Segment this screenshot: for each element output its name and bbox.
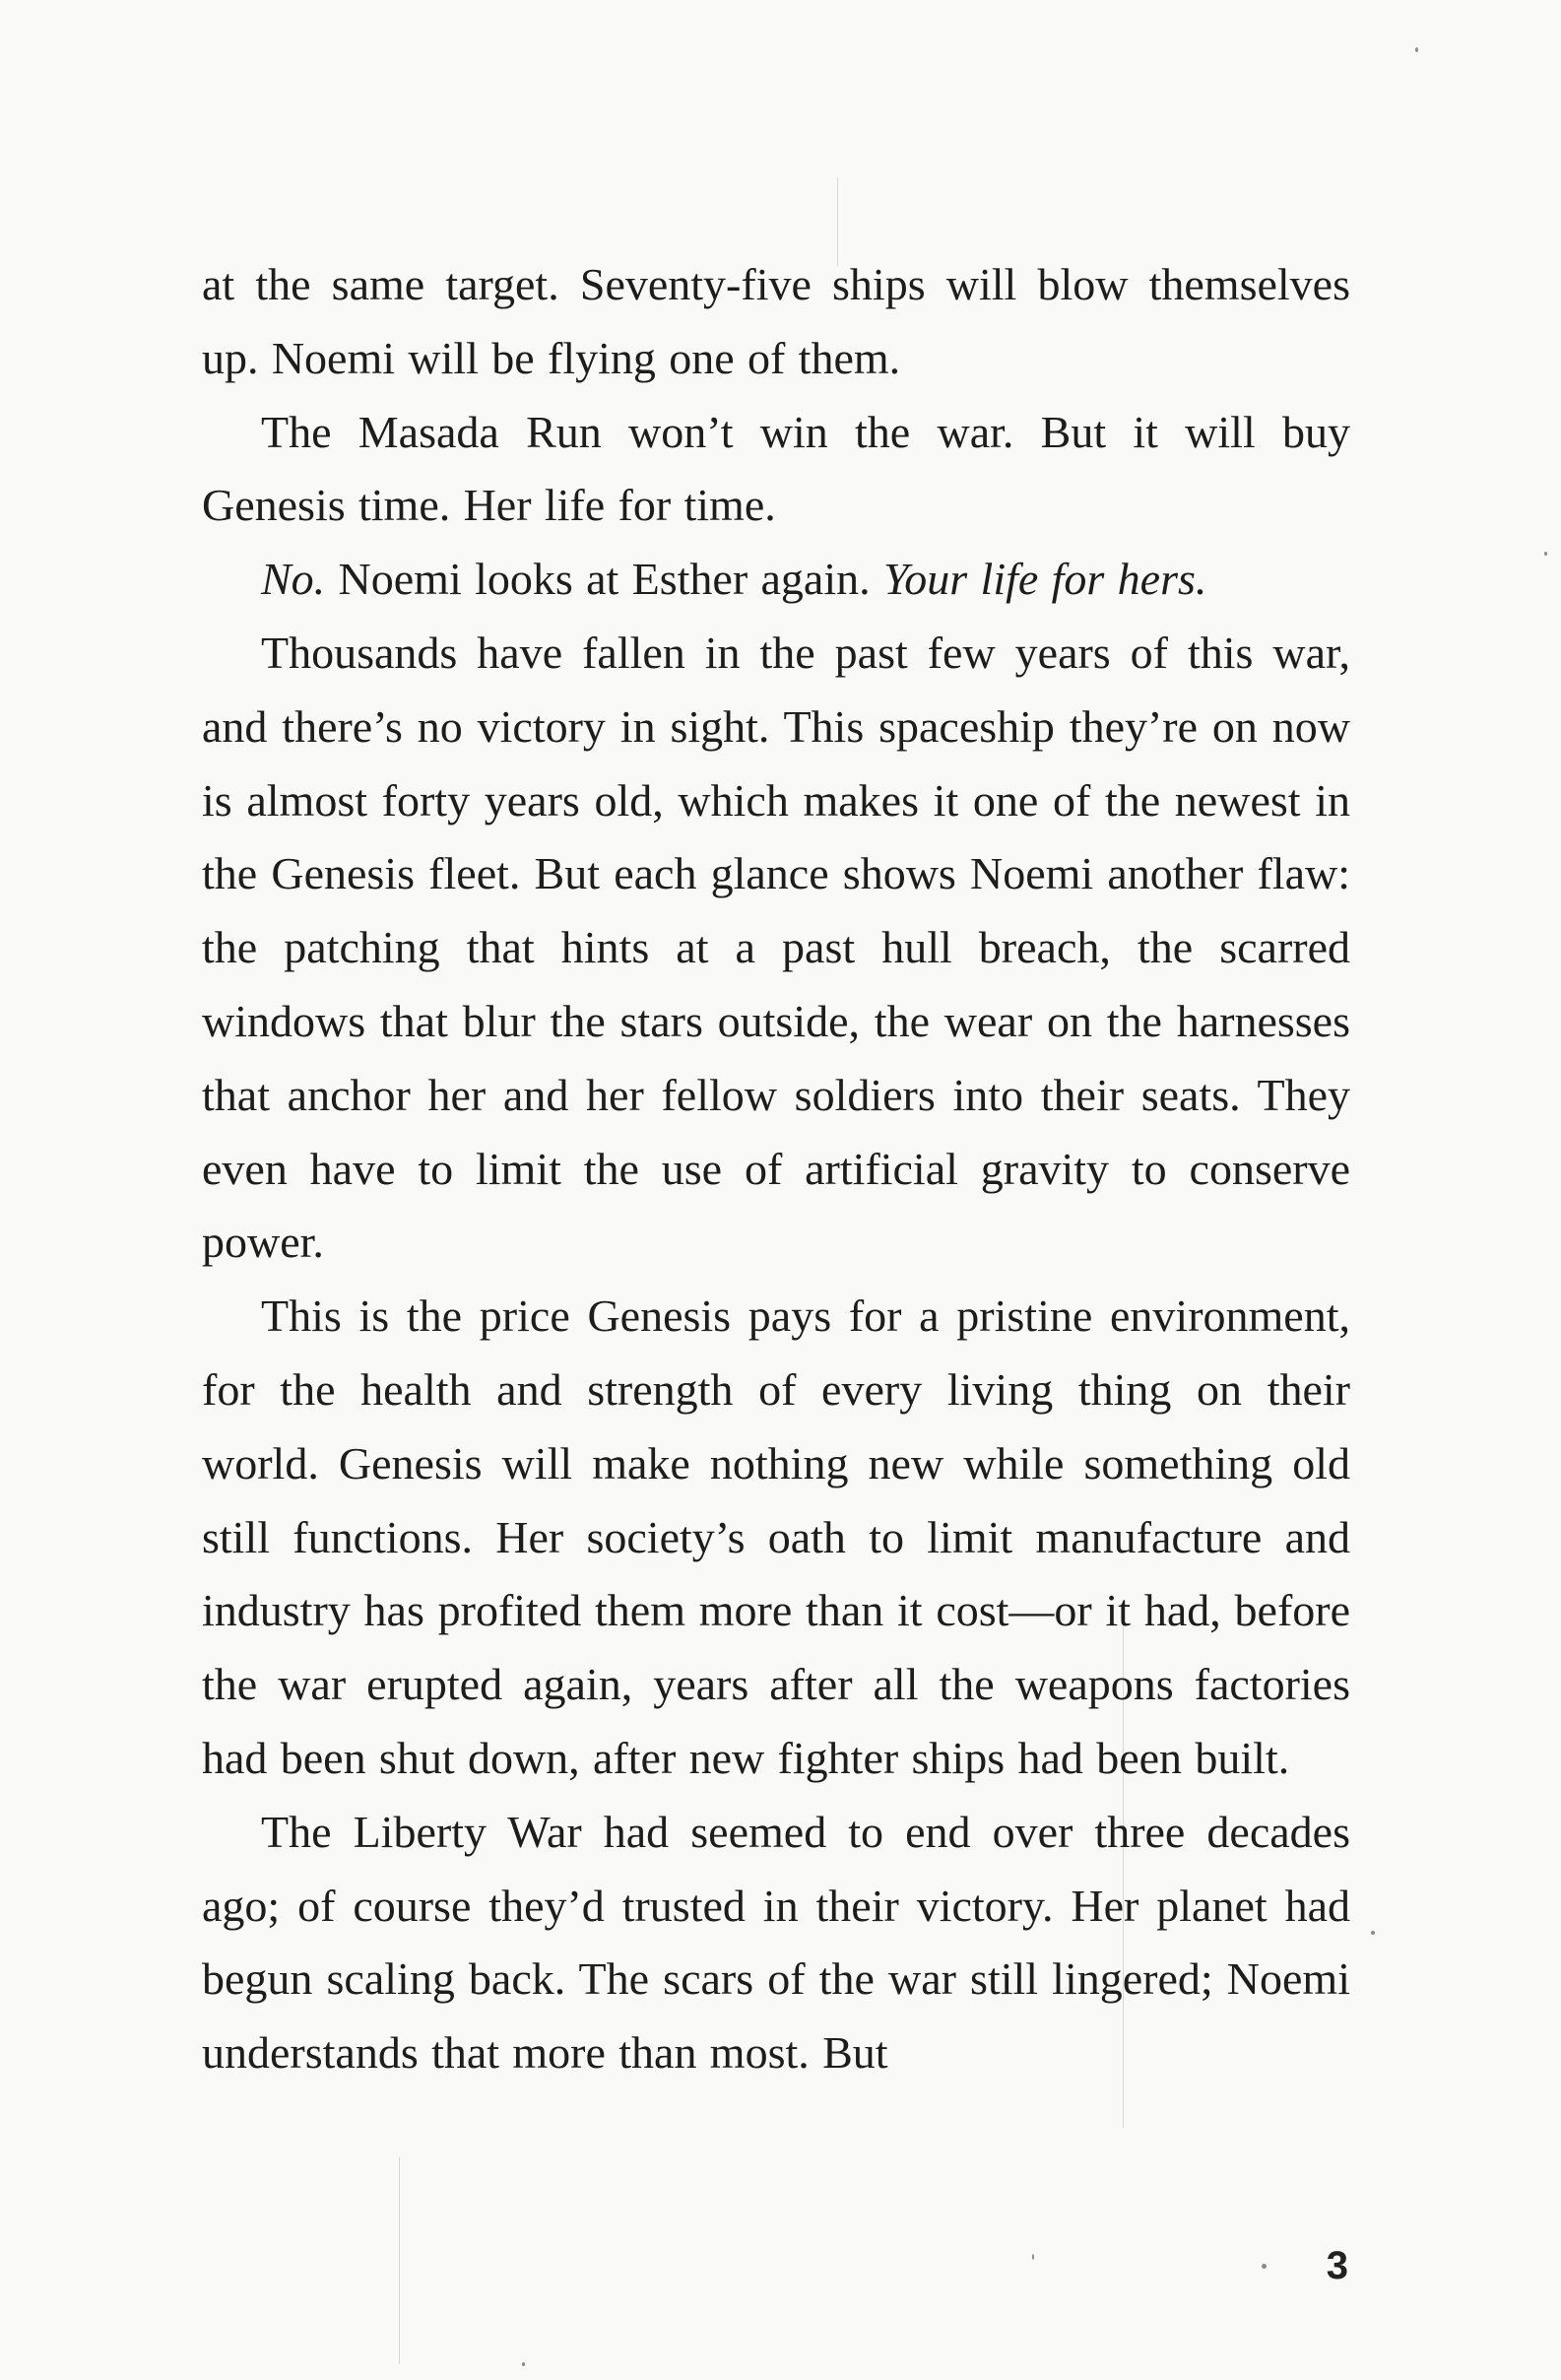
paragraph-text: Noemi looks at Esther again. bbox=[325, 554, 883, 605]
paragraph: The Liberty War had seemed to end over three decades ago; of course they’d trusted in their victory. Her planet had begun scaling back. The scars of the war still lingered; Noemi understands that more than most. But bbox=[202, 1806, 1350, 2079]
paragraph: at the same target. Seventy-five ships will blow themselves up. Noemi will be flying one of them. bbox=[202, 259, 1350, 383]
scan-speck bbox=[1415, 47, 1418, 52]
scan-speck bbox=[522, 2362, 525, 2366]
paragraph: Thousands have fallen in the past few years of this war, and there’s no victory in sight. This spaceship they’re on now is almost forty years old, which makes it one of the newest in the Genesis fleet. But each glance shows Noemi another flaw: the patching that hints at a past hull breach, the scarred windows that blur the stars outside, the wear on the harnesses that anchor her and her fellow soldiers into their seats. They even have to limit the use of artificial gravity to conserve power. bbox=[202, 627, 1350, 1268]
scan-speck bbox=[1544, 552, 1547, 556]
scan-speck bbox=[1262, 2264, 1267, 2269]
body-text bbox=[202, 248, 1350, 2090]
scan-speck bbox=[1032, 2254, 1034, 2260]
paragraph: The Masada Run won’t win the war. But it will buy Genesis time. Her life for time. bbox=[202, 406, 1350, 531]
italic-text: No. bbox=[261, 554, 326, 605]
italic-text: Your life for hers. bbox=[882, 554, 1207, 605]
paragraph: This is the price Genesis pays for a pristine environment, for the health and strength of every living thing on their world. Genesis will make nothing new while something old still functions. Her society’s oath to limit manufacture and industry has profited them more than it cost—or it had, before the war erupted again, years after all the weapons factories had been shut down, after new fighter ships had been built. bbox=[202, 1290, 1350, 1783]
page-number: 3 bbox=[1326, 2244, 1348, 2287]
scan-streak bbox=[399, 2157, 400, 2364]
scan-speck bbox=[1371, 1931, 1375, 1935]
paragraph bbox=[202, 543, 1350, 617]
